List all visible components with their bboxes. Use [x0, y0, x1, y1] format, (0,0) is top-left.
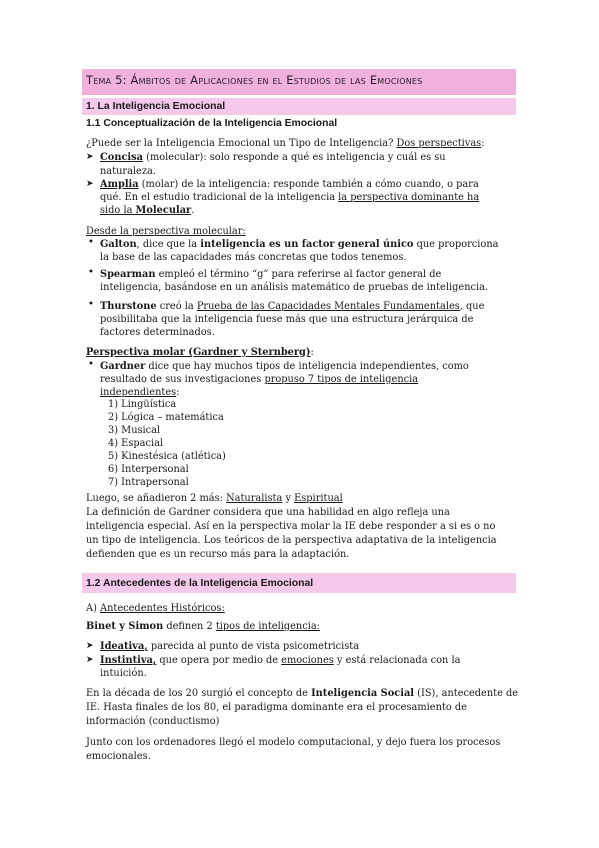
spearman-line: Spearman empleó el término “g” para referirse al factor general de: [100, 269, 442, 280]
paragraph-line: un tipo de inteligencia. Los teóricos de la perspectiva adaptativa de la inteligencia: [86, 535, 497, 546]
intelligence-type: 4) Espacial: [108, 438, 164, 449]
intelligence-type: 2) Lógica – matemática: [108, 412, 224, 423]
arrow-bullet-icon: ➤: [86, 655, 94, 665]
gardner-cont2: independientes:: [100, 387, 180, 398]
later-added-line: Luego, se añadieron 2 más: Naturalista y Espiritual: [86, 493, 343, 504]
galton-cont: la base de las capacidades más concretas que todos tenemos.: [100, 252, 407, 263]
thurstone-line: Thurstone creó la Prueba de las Capacidades Mentales Fundamentales, que: [100, 301, 485, 312]
binet-simon-line: Binet y Simon definen 2 tipos de inteligencia:: [86, 621, 320, 632]
thurstone-cont: posibilitaba que la inteligencia fuese más que una estructura jerárquica de: [100, 314, 474, 325]
arrow-bullet-icon: ➤: [86, 179, 94, 189]
decade-cont: IE. Hasta finales de los 80, el paradigma dominante era el procesamiento de: [86, 702, 467, 713]
bullet-concisa-cont: naturaleza.: [100, 166, 156, 177]
thurstone-cont2: factores determinados.: [100, 327, 215, 338]
instintiva-cont: intuición.: [100, 668, 147, 679]
ideativa-line: Ideativa, parecida al punto de vista psicometricista: [100, 641, 360, 652]
intelligence-type: 3) Musical: [108, 425, 161, 436]
bullet-concisa: Concisa (molecular): solo responde a qué es inteligencia y cuál es su: [100, 152, 446, 163]
paragraph-line: defienden que es un recurso más para la adaptación.: [86, 549, 350, 560]
section-1-heading: 1. La Inteligencia Emocional: [86, 101, 226, 112]
molecular-heading: Desde la perspectiva molecular:: [86, 226, 246, 237]
paragraph-line: La definición de Gardner considera que una habilidad en algo refleja una: [86, 507, 450, 518]
gardner-line: Gardner dice que hay muchos tipos de inteligencia independientes, como: [100, 361, 469, 372]
subsection-1-2-heading: 1.2 Antecedentes de la Inteligencia Emocional: [86, 578, 314, 589]
page-title: Tema 5: Ámbitos de Aplicaciones en el Estudios de las Emociones: [86, 73, 423, 87]
arrow-bullet-icon: ➤: [86, 152, 94, 162]
ordenadores-line: Junto con los ordenadores llegó el modelo computacional, y dejo fuera los procesos: [86, 737, 501, 748]
molar-heading: Perspectiva molar (Gardner y Sternberg):: [86, 347, 314, 358]
bullet-amplia: Amplia (molar) de la inteligencia: responde también a cómo cuando, o para: [100, 179, 479, 190]
ordenadores-cont: emocionales.: [86, 751, 151, 762]
instintiva-line: Instintiva, que opera por medio de emociones y está relacionada con la: [100, 655, 461, 666]
bullet-amplia-cont: qué. En el estudio tradicional de la inteligencia la perspectiva dominante ha: [100, 192, 480, 203]
intelligence-type: 6) Interpersonal: [108, 464, 189, 475]
intelligence-type: 5) Kinestésica (atlética): [108, 451, 226, 462]
intelligence-type: 7) Intrapersonal: [108, 477, 189, 488]
intelligence-type: 1) Lingüística: [108, 399, 177, 410]
subsection-1-1-heading: 1.1 Conceptualización de la Inteligencia Emocional: [86, 118, 338, 129]
bullet-amplia-cont2: sido la Molecular.: [100, 205, 195, 216]
bullet-dot-icon: •: [88, 267, 94, 278]
arrow-bullet-icon: ➤: [86, 641, 94, 651]
spearman-cont: inteligencia, basándose en un análisis matemático de pruebas de inteligencia.: [100, 282, 489, 293]
question-line: ¿Puede ser la Inteligencia Emocional un Tipo de Inteligencia? Dos perspectivas:: [86, 138, 485, 149]
bullet-dot-icon: •: [88, 237, 94, 248]
gardner-cont: resultado de sus investigaciones propuso 7 tipos de inteligencia: [100, 374, 419, 385]
bullet-dot-icon: •: [88, 359, 94, 370]
decade-line: En la década de los 20 surgió el concepto de Inteligencia Social (IS), antecedente de: [86, 688, 519, 699]
decade-cont2: información (conductismo): [86, 716, 220, 727]
bullet-dot-icon: •: [88, 299, 94, 310]
antecedentes-heading: A) Antecedentes Históricos:: [86, 603, 225, 614]
paragraph-line: inteligencia especial. Así en la perspectiva molar la IE debe responder a si es o no: [86, 521, 496, 532]
galton-line: Galton, dice que la inteligencia es un factor general único que proporciona: [100, 239, 499, 250]
